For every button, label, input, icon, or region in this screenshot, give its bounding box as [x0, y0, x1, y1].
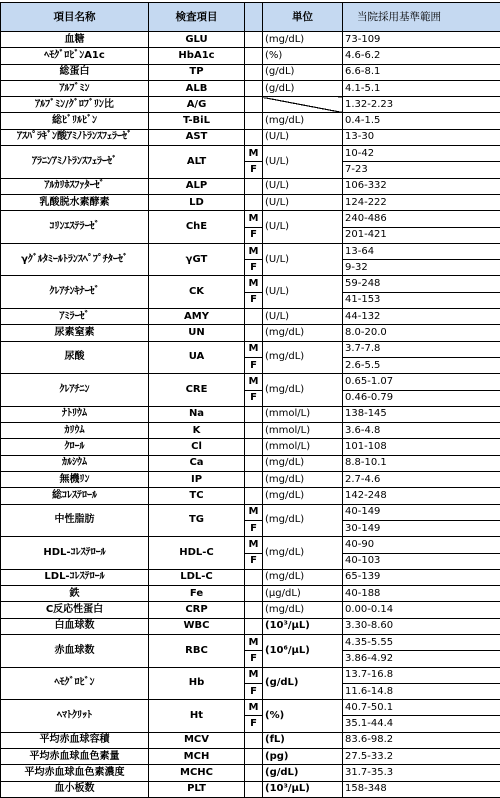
unit: (U/L) — [263, 309, 343, 325]
unit: (μg/dL) — [263, 586, 343, 602]
unit: (pg) — [263, 749, 343, 765]
reference-range: 13-30 — [343, 129, 500, 145]
reference-range: 106-332 — [343, 178, 500, 194]
table-row — [1, 586, 500, 602]
item-name: ｱﾐﾗｰｾﾞ — [1, 309, 149, 325]
item-name: ｱﾙﾌﾞﾐﾝ/ｸﾞﾛﾌﾞﾘﾝ比 — [1, 97, 149, 113]
sex-cell — [245, 406, 263, 422]
item-name: 平均赤血球容積 — [1, 732, 149, 748]
sex-cell — [245, 781, 263, 797]
table-row — [1, 276, 500, 292]
unit: (mg/dL) — [263, 341, 343, 374]
test-code: A/G — [149, 97, 245, 113]
item-name: ｸﾚｱﾁﾆﾝ — [1, 374, 149, 407]
reference-range-female: 2.6-5.5 — [343, 357, 500, 373]
test-code: CK — [149, 276, 245, 309]
unit: (mg/dL) — [263, 569, 343, 585]
unit: (mg/dL) — [263, 374, 343, 407]
reference-range: 124-222 — [343, 194, 500, 210]
item-name: ｶﾙｼｳﾑ — [1, 455, 149, 471]
reference-range: 4.6-6.2 — [343, 48, 500, 64]
unit: (mg/dL) — [263, 325, 343, 341]
reference-range: 3.30-8.60 — [343, 618, 500, 634]
unit: (mmol/L) — [263, 406, 343, 422]
unit: (fL) — [263, 732, 343, 748]
test-code: WBC — [149, 618, 245, 634]
test-code: T-BiL — [149, 113, 245, 129]
unit: (mg/dL) — [263, 488, 343, 504]
item-name: 総蛋白 — [1, 64, 149, 80]
table-row — [1, 781, 500, 797]
reference-range-female: 7-23 — [343, 162, 500, 178]
test-code: Ht — [149, 700, 245, 733]
item-name: 乳酸脱水素酵素 — [1, 194, 149, 210]
sex-male: M — [245, 634, 263, 650]
reference-range: 8.0-20.0 — [343, 325, 500, 341]
sex-female: F — [245, 260, 263, 276]
unit: (10³/μL) — [263, 781, 343, 797]
unit: (mmol/L) — [263, 439, 343, 455]
reference-range-table — [0, 2, 500, 798]
reference-range: 8.8-10.1 — [343, 455, 500, 471]
item-name: 鉄 — [1, 586, 149, 602]
unit: (%) — [263, 700, 343, 733]
reference-range: 83.6-98.2 — [343, 732, 500, 748]
unit: (U/L) — [263, 146, 343, 179]
item-name: 平均赤血球血色素濃度 — [1, 765, 149, 781]
item-name: 血小板数 — [1, 781, 149, 797]
reference-range-male: 10-42 — [343, 146, 500, 162]
test-code: Fe — [149, 586, 245, 602]
test-code: TG — [149, 504, 245, 537]
item-name: ｱﾙｶﾘﾎｽﾌｧﾀｰｾﾞ — [1, 178, 149, 194]
item-name: 血糖 — [1, 32, 149, 48]
reference-range: 27.5-33.2 — [343, 749, 500, 765]
reference-range-female: 3.86-4.92 — [343, 651, 500, 667]
sex-female: F — [245, 716, 263, 732]
sex-cell — [245, 455, 263, 471]
sex-cell — [245, 423, 263, 439]
table-row — [1, 634, 500, 650]
reference-range: 40-188 — [343, 586, 500, 602]
item-name: HDL-ｺﾚｽﾃﾛｰﾙ — [1, 537, 149, 570]
test-code: RBC — [149, 634, 245, 667]
table-row — [1, 309, 500, 325]
sex-male: M — [245, 243, 263, 259]
reference-range-male: 3.7-7.8 — [343, 341, 500, 357]
unit: (U/L) — [263, 194, 343, 210]
reference-range: 158-348 — [343, 781, 500, 797]
sex-cell — [245, 569, 263, 585]
reference-range-female: 30-149 — [343, 520, 500, 536]
item-name: ﾅﾄﾘｳﾑ — [1, 406, 149, 422]
reference-range-male: 13-64 — [343, 243, 500, 259]
sex-female: F — [245, 520, 263, 536]
reference-range-male: 40-149 — [343, 504, 500, 520]
sex-cell — [245, 129, 263, 145]
table-row — [1, 537, 500, 553]
item-name: ｶﾘｳﾑ — [1, 423, 149, 439]
sex-female: F — [245, 683, 263, 699]
reference-range-female: 40-103 — [343, 553, 500, 569]
sex-cell — [245, 602, 263, 618]
test-code: ALT — [149, 146, 245, 179]
sex-male: M — [245, 374, 263, 390]
item-name: C反応性蛋白 — [1, 602, 149, 618]
test-code: CRE — [149, 374, 245, 407]
table-header-row — [1, 3, 500, 32]
item-name: ﾍﾓｸﾞﾛﾋﾞﾝA1c — [1, 48, 149, 64]
item-name: ﾍﾓｸﾞﾛﾋﾞﾝ — [1, 667, 149, 700]
test-code: PLT — [149, 781, 245, 797]
item-name: ｺﾘﾝｴｽﾃﾗｰｾﾞ — [1, 211, 149, 244]
unit: (U/L) — [263, 178, 343, 194]
table-row — [1, 667, 500, 683]
item-name: 白血球数 — [1, 618, 149, 634]
sex-male: M — [245, 146, 263, 162]
table-row — [1, 406, 500, 422]
reference-range: 138-145 — [343, 406, 500, 422]
unit: (U/L) — [263, 129, 343, 145]
item-name: ｱﾙﾌﾞﾐﾝ — [1, 80, 149, 96]
sex-cell — [245, 439, 263, 455]
item-name: ｱﾗﾆﾝｱﾐﾉﾄﾗﾝｽﾌｪﾗｰｾﾞ — [1, 146, 149, 179]
test-code: Ca — [149, 455, 245, 471]
table-row — [1, 113, 500, 129]
sex-cell — [245, 309, 263, 325]
header-test-item: 検査項目 — [149, 3, 245, 32]
item-name: 平均赤血球血色素量 — [1, 749, 149, 765]
sex-cell — [245, 80, 263, 96]
item-name: ｸﾚｱﾁﾝｷﾅｰｾﾞ — [1, 276, 149, 309]
test-code: MCH — [149, 749, 245, 765]
unit: (U/L) — [263, 276, 343, 309]
header-reference-range: 当院採用基準範囲 — [343, 3, 500, 32]
table-row — [1, 455, 500, 471]
reference-range-female: 201-421 — [343, 227, 500, 243]
unit: (U/L) — [263, 211, 343, 244]
reference-range: 3.6-4.8 — [343, 423, 500, 439]
sex-cell — [245, 749, 263, 765]
test-code: UN — [149, 325, 245, 341]
header-sex — [245, 3, 263, 32]
reference-range: 142-248 — [343, 488, 500, 504]
test-code: AST — [149, 129, 245, 145]
sex-female: F — [245, 390, 263, 406]
sex-cell — [245, 472, 263, 488]
test-code: TP — [149, 64, 245, 80]
reference-range-female: 9-32 — [343, 260, 500, 276]
sex-male: M — [245, 276, 263, 292]
test-code: K — [149, 423, 245, 439]
sex-male: M — [245, 537, 263, 553]
item-name: 総ﾋﾞﾘﾙﾋﾞﾝ — [1, 113, 149, 129]
unit: (%) — [263, 48, 343, 64]
reference-range-female: 35.1-44.4 — [343, 716, 500, 732]
table-row — [1, 211, 500, 227]
sex-female: F — [245, 357, 263, 373]
reference-range-female: 0.46-0.79 — [343, 390, 500, 406]
test-code: ChE — [149, 211, 245, 244]
table-row — [1, 243, 500, 259]
item-name: ｱｽﾊﾟﾗｷﾞﾝ酸ｱﾐﾉﾄﾗﾝｽﾌｪﾗｰｾﾞ — [1, 129, 149, 145]
test-code: ALP — [149, 178, 245, 194]
test-code: HbA1c — [149, 48, 245, 64]
sex-female: F — [245, 553, 263, 569]
sex-female: F — [245, 162, 263, 178]
unit: (mg/dL) — [263, 472, 343, 488]
unit: (mg/dL) — [263, 32, 343, 48]
sex-female: F — [245, 292, 263, 308]
sex-cell — [245, 586, 263, 602]
sex-cell — [245, 113, 263, 129]
table-row — [1, 700, 500, 716]
test-code: MCHC — [149, 765, 245, 781]
table-row — [1, 194, 500, 210]
reference-range: 0.4-1.5 — [343, 113, 500, 129]
item-name: ﾍﾏﾄｸﾘｯﾄ — [1, 700, 149, 733]
test-code: Na — [149, 406, 245, 422]
table-row — [1, 146, 500, 162]
sex-cell — [245, 97, 263, 113]
reference-range: 101-108 — [343, 439, 500, 455]
sex-male: M — [245, 504, 263, 520]
item-name: LDL-ｺﾚｽﾃﾛｰﾙ — [1, 569, 149, 585]
sex-male: M — [245, 700, 263, 716]
table-row — [1, 423, 500, 439]
unit: (mg/dL) — [263, 602, 343, 618]
sex-cell — [245, 325, 263, 341]
reference-range: 44-132 — [343, 309, 500, 325]
table-row — [1, 439, 500, 455]
sex-cell — [245, 32, 263, 48]
reference-range: 6.6-8.1 — [343, 64, 500, 80]
test-code: Hb — [149, 667, 245, 700]
sex-cell — [245, 194, 263, 210]
unit: (mg/dL) — [263, 113, 343, 129]
sex-male: M — [245, 341, 263, 357]
item-name: 赤血球数 — [1, 634, 149, 667]
unit: (mg/dL) — [263, 504, 343, 537]
table-row — [1, 504, 500, 520]
reference-range-male: 240-486 — [343, 211, 500, 227]
table-row — [1, 569, 500, 585]
sex-cell — [245, 48, 263, 64]
header-item-name: 項目名称 — [1, 3, 149, 32]
test-code: TC — [149, 488, 245, 504]
unit: (10⁶/μL) — [263, 634, 343, 667]
reference-range-male: 13.7-16.8 — [343, 667, 500, 683]
table-row — [1, 732, 500, 748]
reference-range: 73-109 — [343, 32, 500, 48]
table-row — [1, 488, 500, 504]
reference-range: 4.1-5.1 — [343, 80, 500, 96]
reference-range: 0.00-0.14 — [343, 602, 500, 618]
test-code: ALB — [149, 80, 245, 96]
item-name: 尿素窒素 — [1, 325, 149, 341]
test-code: LD — [149, 194, 245, 210]
sex-cell — [245, 618, 263, 634]
item-name: 尿酸 — [1, 341, 149, 374]
header-unit: 単位 — [263, 3, 343, 32]
test-code: AMY — [149, 309, 245, 325]
item-name: ｸﾛｰﾙ — [1, 439, 149, 455]
table-row — [1, 129, 500, 145]
table-row — [1, 64, 500, 80]
table-row — [1, 178, 500, 194]
sex-cell — [245, 488, 263, 504]
test-code: CRP — [149, 602, 245, 618]
table-row — [1, 618, 500, 634]
reference-range-male: 40.7-50.1 — [343, 700, 500, 716]
reference-range: 65-139 — [343, 569, 500, 585]
test-code: LDL-C — [149, 569, 245, 585]
table-row — [1, 97, 500, 113]
unit: (g/dL) — [263, 667, 343, 700]
reference-range-male: 59-248 — [343, 276, 500, 292]
table-row — [1, 341, 500, 357]
test-code: UA — [149, 341, 245, 374]
table-row — [1, 602, 500, 618]
test-code: IP — [149, 472, 245, 488]
unit — [263, 97, 343, 113]
unit: (g/dL) — [263, 80, 343, 96]
reference-range-male: 0.65-1.07 — [343, 374, 500, 390]
unit: (10³/μL) — [263, 618, 343, 634]
sex-male: M — [245, 667, 263, 683]
item-name: 総ｺﾚｽﾃﾛｰﾙ — [1, 488, 149, 504]
table-row — [1, 472, 500, 488]
reference-range-female: 11.6-14.8 — [343, 683, 500, 699]
unit: (g/dL) — [263, 64, 343, 80]
reference-range-male: 4.35-5.55 — [343, 634, 500, 650]
test-code: HDL-C — [149, 537, 245, 570]
sex-male: M — [245, 211, 263, 227]
reference-range: 2.7-4.6 — [343, 472, 500, 488]
test-code: Cl — [149, 439, 245, 455]
unit: (U/L) — [263, 243, 343, 276]
sex-cell — [245, 765, 263, 781]
unit: (g/dL) — [263, 765, 343, 781]
sex-cell — [245, 178, 263, 194]
table-row — [1, 325, 500, 341]
table-row — [1, 749, 500, 765]
item-name: 無機ﾘﾝ — [1, 472, 149, 488]
sex-cell — [245, 64, 263, 80]
table-row — [1, 765, 500, 781]
test-code: MCV — [149, 732, 245, 748]
item-name: 中性脂肪 — [1, 504, 149, 537]
sex-cell — [245, 732, 263, 748]
sex-female: F — [245, 227, 263, 243]
unit: (mg/dL) — [263, 455, 343, 471]
reference-range-female: 41-153 — [343, 292, 500, 308]
table-row — [1, 48, 500, 64]
test-code: γGT — [149, 243, 245, 276]
unit: (mmol/L) — [263, 423, 343, 439]
item-name: γｸﾞﾙﾀﾐｰﾙﾄﾗﾝｽﾍﾟﾌﾟﾁﾀｰｾﾞ — [1, 243, 149, 276]
test-code: GLU — [149, 32, 245, 48]
table-row — [1, 374, 500, 390]
table-row — [1, 80, 500, 96]
reference-range: 1.32-2.23 — [343, 97, 500, 113]
reference-range-male: 40-90 — [343, 537, 500, 553]
sex-female: F — [245, 651, 263, 667]
table-body — [1, 32, 500, 798]
unit: (mg/dL) — [263, 537, 343, 570]
reference-range: 31.7-35.3 — [343, 765, 500, 781]
table-row — [1, 32, 500, 48]
